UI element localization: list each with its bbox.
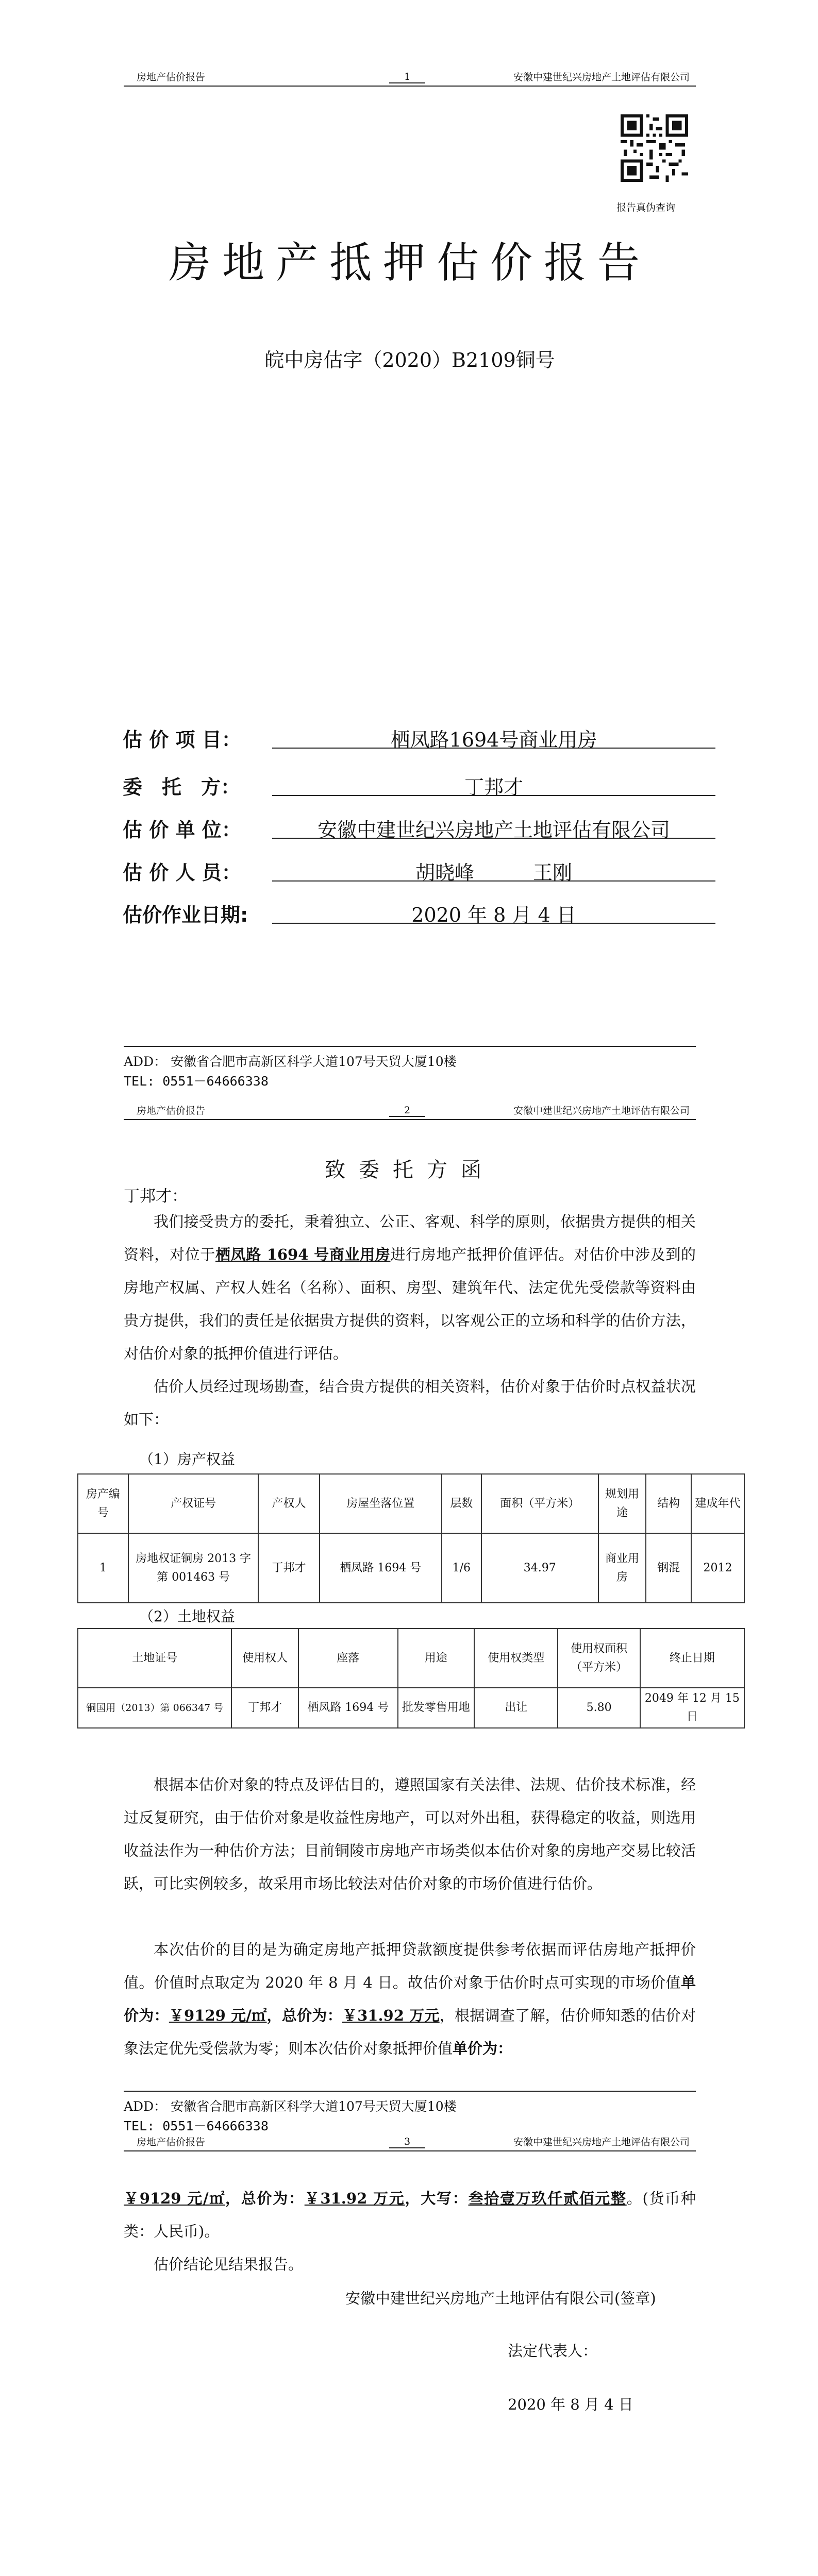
- text: 本次估价的目的是为确定房地产抵押贷款额度提供参考依据而评估房地产抵押价值。价值时点取定为 2020 年 8 月 4 日。故估价对象于估价时点可实现的市场价值: [124, 1941, 696, 1991]
- property-address: 栖凤路 1694 号商业用房: [215, 1246, 391, 1263]
- table-cell: 铜国用（2013）第 066347 号: [78, 1688, 231, 1728]
- text: ，总价为：: [225, 2190, 305, 2207]
- page-number: 3: [389, 2136, 425, 2148]
- text: ，总价为：: [266, 2007, 342, 2024]
- report-title: 房地产抵押估价报告: [168, 239, 651, 287]
- table-header-row: [78, 1629, 744, 1688]
- text: 进行房地产抵押价值评估。对估价中涉及到的房地产权属、产权人姓名（名称）、面积、房型、建筑年代、法定优先受偿款等资料由贵方提供，我们的责任是依据贵方提供的资料，以客观公正的立场和科学的估价方法，对估价对象的抵押价值进行评估。: [124, 1246, 696, 1362]
- table-cell: 出让: [474, 1688, 558, 1728]
- footer-tel: TEL: 0551－64666338: [124, 2119, 269, 2133]
- table-header: 面积（平方米）: [481, 1474, 598, 1533]
- table-cell: 商业用房: [598, 1533, 646, 1603]
- section-land-rights: （2）土地权益: [139, 1608, 235, 1625]
- header-left: 房地产估价报告: [137, 1105, 206, 1116]
- header-right: 安徽中建世纪兴房地产土地评估有限公司: [513, 1105, 690, 1116]
- table-cell: 1/6: [442, 1533, 481, 1603]
- table-cell: 批发零售用地: [398, 1688, 474, 1728]
- table-cell: 丁邦才: [231, 1688, 298, 1728]
- paragraph-see-report: 估价结论见结果报告。: [154, 2256, 304, 2273]
- table-header: 使用权面积（平方米）: [558, 1629, 640, 1688]
- table-cell: 栖凤路 1694 号: [298, 1688, 398, 1728]
- page-header: [124, 68, 696, 87]
- land-rights-table: [77, 1628, 745, 1728]
- table-header: 使用权类型: [474, 1629, 558, 1688]
- text: 我们接受贵方的委托，秉着独立、公正、客观、科学的原则，依据贵方提供的相关资料，对位于: [124, 1213, 696, 1263]
- text: ，大写：: [405, 2190, 469, 2207]
- field-label: 估价作业日期:: [123, 904, 248, 926]
- text: ，根据调查了解，估价师知悉的估价对象法定优先受偿款为零；则本次估价对象抵押价值: [124, 2007, 696, 2057]
- company-signature: 安徽中建世纪兴房地产土地评估有限公司(签章): [345, 2290, 656, 2307]
- table-cell: 34.97: [481, 1533, 598, 1603]
- header-left: 房地产估价报告: [137, 72, 206, 83]
- table-cell: 1: [78, 1533, 128, 1603]
- paragraph-valuation: [124, 1933, 696, 2098]
- table-cell: 2049 年 12 月 15 日: [640, 1688, 744, 1728]
- footer-tel: TEL: 0551－64666338: [124, 1074, 269, 1089]
- table-header: 房屋坐落位置: [320, 1474, 442, 1533]
- field-label: 估 价 项 目：: [123, 728, 241, 751]
- table-header-row: [78, 1474, 744, 1533]
- header-right: 安徽中建世纪兴房地产土地评估有限公司: [513, 2137, 690, 2148]
- legal-representative: 法定代表人：: [508, 2342, 598, 2360]
- table-row: [78, 1533, 744, 1603]
- field-label: 估 价 人 员：: [123, 861, 241, 884]
- field-label: 估 价 单 位：: [123, 819, 241, 841]
- table-header: 产权证号: [128, 1474, 258, 1533]
- house-rights-table: [77, 1473, 745, 1603]
- table-cell: 5.80: [558, 1688, 640, 1728]
- document-number: 皖中房估字（2020）B2109铜号: [264, 349, 555, 371]
- table-header: 产权人: [258, 1474, 319, 1533]
- table-cell: 2012: [691, 1533, 744, 1603]
- table-cell: 丁邦才: [258, 1533, 319, 1603]
- page-header: [124, 2133, 696, 2151]
- table-cell: 房地权证铜房 2013 字第 001463 号: [128, 1533, 258, 1603]
- table-header: 用途: [398, 1629, 474, 1688]
- field-label: 委 托 方：: [123, 776, 241, 799]
- total-price: ￥31.92 万元: [342, 2007, 440, 2024]
- page-number: 1: [389, 71, 425, 83]
- text: 单价为：: [124, 1974, 696, 2024]
- salutation: 丁邦才：: [124, 1187, 188, 1206]
- signature-date: 2020 年 8 月 4 日: [508, 2396, 633, 2413]
- paragraph-method: 根据本估价对象的特点及评估目的，遵照国家有关法律、法规、估价技术标准，经过反复研究，由于估价对象是收益性房地产，可以对外出租，获得稳定的收益，则选用收益法作为一种估价方法；目前铜陵市房地产市场类似本估价对象的房地产交易比较活跃，可比实例较多，故采用市场比较法对估价对象的市场价值进行估价。: [124, 1776, 696, 1892]
- table-header: 建成年代: [691, 1474, 744, 1533]
- page-number: 2: [389, 1105, 425, 1117]
- section-house-rights: （1）房产权益: [139, 1451, 235, 1468]
- letter-title: 致委托方函: [325, 1158, 495, 1182]
- total-price: ￥31.92 万元: [304, 2190, 405, 2207]
- footer-address: ADD： 安徽省合肥市高新区科学大道107号天贸大厦10楼: [124, 1054, 457, 1069]
- table-header: 终止日期: [640, 1629, 744, 1688]
- field-value: 胡晓峰 王刚: [272, 857, 715, 882]
- table-header: 房产编号: [78, 1474, 128, 1533]
- text: 。(货币种类：人民币)。: [124, 2190, 696, 2240]
- field-value: 丁邦才: [272, 771, 715, 796]
- table-cell: 钢混: [646, 1533, 691, 1603]
- qr-code-icon[interactable]: [621, 114, 688, 182]
- table-header: 规划用途: [598, 1474, 646, 1533]
- unit-price: ￥9129 元/㎡: [169, 2007, 267, 2024]
- page-footer: [124, 2091, 696, 2136]
- table-header: 层数: [442, 1474, 481, 1533]
- header-left: 房地产估价报告: [137, 2137, 206, 2148]
- paragraph-conclusion: [124, 2182, 696, 2248]
- table-header: 座落: [298, 1629, 398, 1688]
- paragraph-intro: [124, 1205, 696, 1370]
- paragraph-survey: 估价人员经过现场勘查，结合贵方提供的相关资料，估价对象于估价时点权益状况如下：: [124, 1378, 696, 1428]
- field-value: 栖凤路1694号商业用房: [272, 724, 715, 749]
- table-cell: 栖凤路 1694 号: [320, 1533, 442, 1603]
- table-row: [78, 1688, 744, 1728]
- header-right: 安徽中建世纪兴房地产土地评估有限公司: [513, 72, 690, 83]
- table-header: 结构: [646, 1474, 691, 1533]
- table-header: 土地证号: [78, 1629, 231, 1688]
- field-value: 安徽中建世纪兴房地产土地评估有限公司: [272, 814, 715, 839]
- footer-address: ADD： 安徽省合肥市高新区科学大道107号天贸大厦10楼: [124, 2099, 457, 2114]
- page-header: [124, 1101, 696, 1120]
- table-header: 使用权人: [231, 1629, 298, 1688]
- amount-in-words: 叁拾壹万玖仟贰佰元整: [468, 2190, 627, 2207]
- page-footer: [124, 1046, 696, 1091]
- qr-label: 报告真伪查询: [616, 202, 676, 213]
- text: 单价为：: [453, 2040, 513, 2057]
- unit-price: ￥9129 元/㎡: [124, 2190, 226, 2207]
- field-value: 2020 年 8 月 4 日: [272, 899, 715, 924]
